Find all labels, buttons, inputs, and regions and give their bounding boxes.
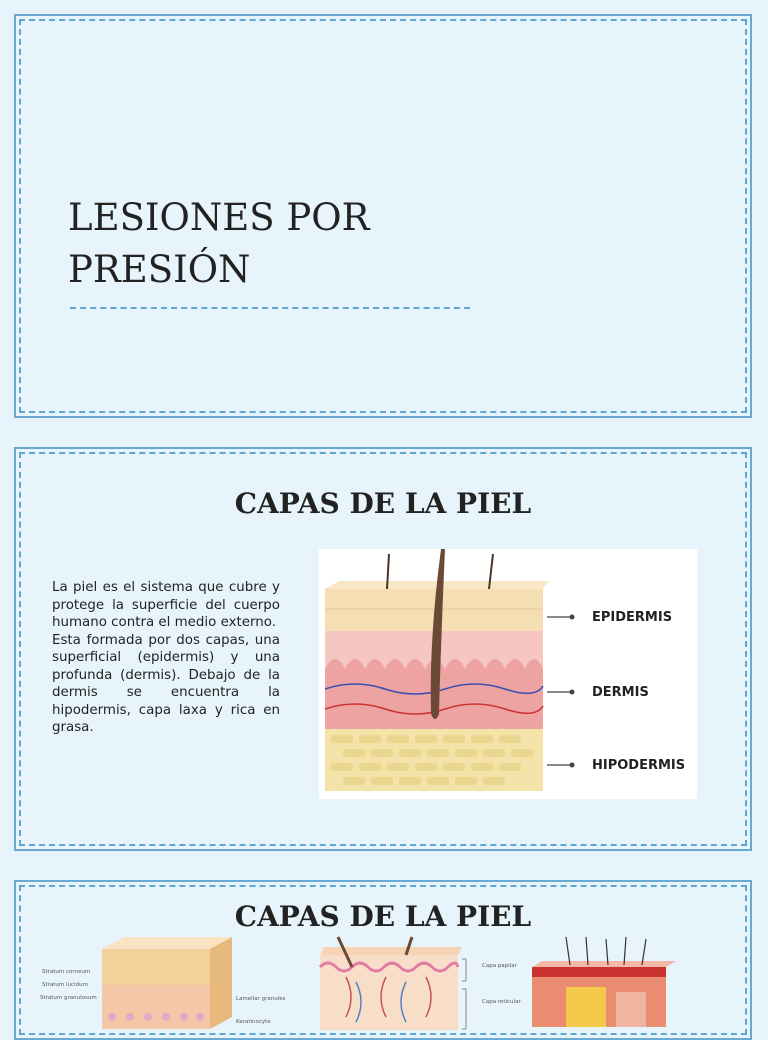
- label-lamellar-granules: Lamellar granules: [236, 996, 286, 1002]
- slide-title: [14, 14, 752, 418]
- label-stratum-lucidum: Stratum lucidum: [42, 982, 88, 988]
- label-dermis: DERMIS: [592, 685, 649, 700]
- label-capa-papilar: Capa papilar: [482, 963, 517, 969]
- skin-description: [52, 579, 280, 737]
- label-epidermis: EPIDERMIS: [592, 610, 673, 625]
- label-hipodermis: HIPODERMIS: [592, 758, 686, 773]
- presentation-title: LESIONES POR PRESIÓN: [68, 196, 370, 291]
- epidermis-strata-illustration: [40, 937, 290, 1031]
- skin-cross-section-illustration: [526, 937, 686, 1031]
- label-keratinocyte: Keratinocyte: [236, 1019, 271, 1025]
- label-capa-reticular: Capa reticular: [482, 999, 521, 1005]
- paragraph-1: La piel es el sistema que cubre y protege la superficie del cuerpo humano contra el medio externo.: [52, 580, 280, 630]
- slide-skin-layers: [14, 447, 752, 851]
- title-divider: [70, 307, 470, 309]
- dermis-layers-illustration: [316, 937, 521, 1031]
- label-stratum-corneum: Stratum corneum: [42, 969, 91, 975]
- slide-heading: CAPAS DE LA PIEL: [234, 900, 532, 933]
- slide-skin-layers-detail: [14, 880, 752, 1040]
- label-stratum-granulosum: Stratum granulosum: [40, 995, 97, 1001]
- skin-layers-illustration: [319, 549, 697, 799]
- slide-heading: CAPAS DE LA PIEL: [234, 487, 532, 520]
- paragraph-2: Esta formada por dos capas, una superficial (epidermis) y una profunda (dermis). Debajo de la dermis se encuentra la hipodermis, capa laxa y rica en grasa.: [52, 632, 280, 735]
